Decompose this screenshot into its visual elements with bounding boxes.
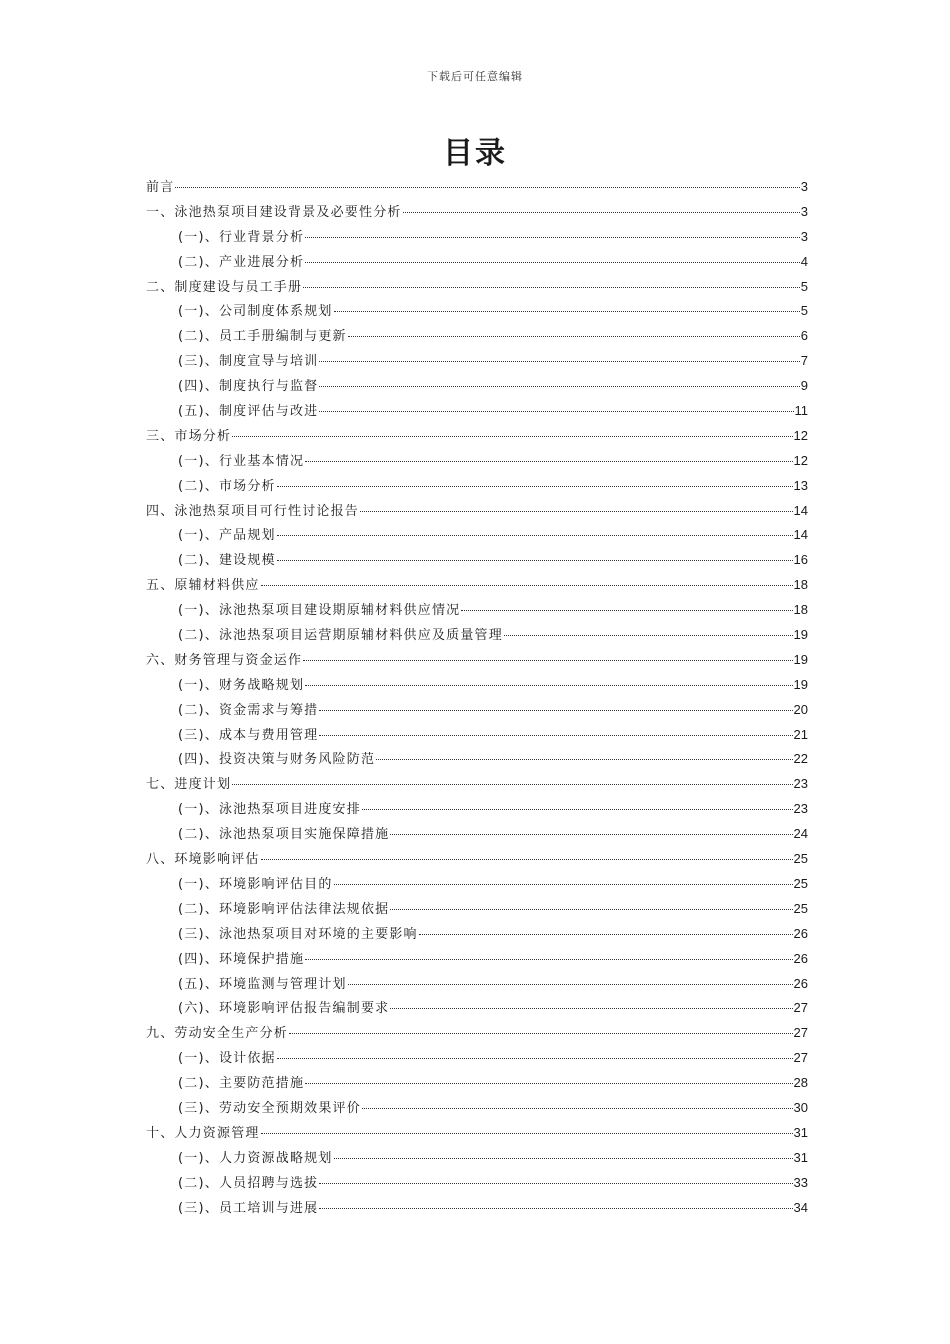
toc-entry[interactable] [146, 400, 808, 425]
toc-entry-title: (四)、环境保护措施 [178, 951, 305, 967]
toc-entry-page: 9 [800, 378, 808, 394]
toc-entry-title: (四)、制度执行与监督 [178, 379, 319, 395]
toc-entry-title: (二)、泳池热泵项目实施保障措施 [178, 827, 390, 843]
toc-dot-leader [319, 386, 799, 387]
toc-dot-leader [261, 1133, 793, 1134]
toc-entry-page: 26 [793, 950, 808, 966]
toc-dot-leader [289, 1033, 793, 1034]
toc-entry[interactable] [146, 574, 808, 599]
toc-entry-title: (三)、成本与费用管理 [178, 727, 319, 743]
header-note: 下载后可任意编辑 [427, 70, 523, 83]
toc-dot-leader [504, 635, 793, 636]
toc-entry-page: 14 [793, 502, 808, 518]
toc-dot-leader [334, 884, 793, 885]
toc-dot-leader [390, 909, 792, 910]
toc-entry[interactable] [146, 674, 808, 699]
toc-entry[interactable] [146, 350, 808, 375]
toc-dot-leader [261, 859, 793, 860]
toc-entry-page: 12 [793, 427, 808, 443]
toc-entry-page: 3 [800, 179, 808, 194]
toc-entry-page: 13 [793, 477, 808, 493]
toc-entry[interactable] [146, 1047, 808, 1072]
toc-dot-leader [319, 1183, 792, 1184]
toc-entry[interactable] [146, 699, 808, 724]
toc-dot-leader [360, 511, 793, 512]
toc-entry-title: (一)、公司制度体系规划 [178, 304, 333, 320]
toc-entry-title: (三)、泳池热泵项目对环境的主要影响 [178, 926, 418, 942]
toc-entry[interactable] [146, 1147, 808, 1172]
toc-entry-title: (一)、行业背景分析 [178, 229, 305, 245]
toc-entry-title: (三)、员工培训与进展 [178, 1200, 319, 1216]
toc-entry-page: 27 [793, 1025, 808, 1041]
toc-entry-title: (二)、人员招聘与选拔 [178, 1175, 319, 1191]
toc-dot-leader [348, 984, 793, 985]
toc-entry-title: (四)、投资决策与财务风险防范 [178, 752, 376, 768]
toc-entry-page: 27 [793, 1000, 808, 1016]
toc-entry[interactable] [146, 549, 808, 574]
toc-dot-leader [362, 1108, 793, 1109]
toc-entry-title: 一、泳池热泵项目建设背景及必要性分析 [146, 204, 402, 220]
toc-entry-title: 前言 [146, 180, 175, 195]
table-of-contents [146, 176, 808, 1221]
toc-entry-title: 八、环境影响评估 [146, 852, 260, 868]
toc-entry[interactable] [146, 276, 808, 301]
toc-dot-leader [403, 212, 800, 213]
toc-entry-page: 22 [793, 751, 808, 767]
toc-entry-page: 19 [793, 676, 808, 692]
toc-dot-leader [319, 361, 799, 362]
toc-entry[interactable] [146, 425, 808, 450]
toc-dot-leader [376, 759, 792, 760]
toc-entry[interactable] [146, 748, 808, 773]
toc-dot-leader [305, 1083, 792, 1084]
toc-entry-page: 3 [800, 203, 808, 219]
toc-entry-page: 28 [793, 1075, 808, 1091]
toc-entry-title: (一)、泳池热泵项目建设期原辅材料供应情况 [178, 603, 461, 619]
toc-entry-page: 14 [793, 527, 808, 543]
toc-dot-leader [362, 809, 793, 810]
toc-entry-page: 7 [800, 353, 808, 369]
toc-entry-title: 九、劳动安全生产分析 [146, 1026, 289, 1042]
toc-dot-leader [303, 287, 800, 288]
toc-entry-page: 16 [793, 552, 808, 568]
toc-entry[interactable] [146, 948, 808, 973]
toc-entry[interactable] [146, 599, 808, 624]
toc-dot-leader [319, 411, 793, 412]
toc-entry-title: (二)、建设规模 [178, 553, 276, 569]
toc-entry[interactable] [146, 923, 808, 948]
toc-dot-leader [334, 1158, 793, 1159]
toc-entry-title: (二)、泳池热泵项目运营期原辅材料供应及质量管理 [178, 628, 503, 644]
toc-entry-page: 18 [793, 602, 808, 618]
toc-entry-page: 21 [793, 726, 808, 742]
toc-entry-title: (二)、资金需求与筹措 [178, 702, 319, 718]
toc-entry[interactable] [146, 1172, 808, 1197]
toc-entry[interactable] [146, 375, 808, 400]
toc-dot-leader [305, 262, 800, 263]
toc-entry[interactable] [146, 724, 808, 749]
toc-entry-title: (一)、设计依据 [178, 1051, 276, 1067]
toc-dot-leader [303, 660, 792, 661]
toc-entry[interactable] [146, 325, 808, 350]
toc-entry[interactable] [146, 1097, 808, 1122]
toc-dot-leader [305, 461, 792, 462]
toc-dot-leader [319, 735, 792, 736]
toc-dot-leader [261, 585, 793, 586]
toc-entry-page: 34 [793, 1199, 808, 1215]
toc-entry-page: 31 [793, 1124, 808, 1140]
toc-dot-leader [461, 610, 792, 611]
toc-dot-leader [390, 1008, 792, 1009]
toc-entry-page: 19 [793, 651, 808, 667]
toc-dot-leader [319, 710, 792, 711]
toc-entry-page: 25 [793, 851, 808, 867]
toc-dot-leader [277, 486, 793, 487]
toc-entry[interactable] [146, 1022, 808, 1047]
toc-entry-page: 26 [793, 925, 808, 941]
toc-entry[interactable] [146, 300, 808, 325]
toc-entry[interactable] [146, 500, 808, 525]
toc-entry[interactable] [146, 798, 808, 823]
toc-entry-title: (三)、劳动安全预期效果评价 [178, 1100, 361, 1116]
toc-entry-title: (一)、行业基本情况 [178, 453, 305, 469]
toc-entry-page: 31 [793, 1149, 808, 1165]
toc-entry-page: 6 [800, 328, 808, 344]
toc-entry[interactable] [146, 201, 808, 226]
toc-entry-page: 5 [800, 303, 808, 319]
toc-entry-title: (五)、制度评估与改进 [178, 404, 319, 420]
toc-entry[interactable] [146, 649, 808, 674]
toc-entry-title: (二)、环境影响评估法律法规依据 [178, 901, 390, 917]
toc-entry-page: 3 [800, 228, 808, 244]
toc-entry[interactable] [146, 624, 808, 649]
toc-entry-page: 23 [793, 776, 808, 792]
toc-entry-page: 12 [793, 452, 808, 468]
toc-entry-title: (二)、员工手册编制与更新 [178, 329, 347, 345]
toc-entry-page: 24 [793, 826, 808, 842]
toc-entry[interactable] [146, 176, 808, 201]
toc-entry-title: 五、原辅材料供应 [146, 578, 260, 594]
toc-dot-leader [277, 560, 793, 561]
toc-entry[interactable] [146, 450, 808, 475]
toc-entry-page: 33 [793, 1174, 808, 1190]
toc-dot-leader [334, 311, 800, 312]
toc-entry-page: 23 [793, 801, 808, 817]
toc-entry[interactable] [146, 873, 808, 898]
toc-entry[interactable] [146, 251, 808, 276]
toc-entry-page: 20 [793, 701, 808, 717]
page-title: 目录 [443, 136, 507, 171]
toc-dot-leader [277, 1058, 793, 1059]
toc-entry-title: (一)、财务战略规划 [178, 677, 305, 693]
toc-entry-title: (五)、环境监测与管理计划 [178, 976, 347, 992]
toc-entry[interactable] [146, 475, 808, 500]
toc-entry-page: 5 [800, 278, 808, 294]
toc-entry-title: (二)、主要防范措施 [178, 1076, 305, 1092]
toc-dot-leader [419, 934, 793, 935]
toc-entry-title: (一)、产品规划 [178, 528, 276, 544]
toc-dot-leader [175, 187, 799, 188]
toc-entry[interactable] [146, 1072, 808, 1097]
toc-entry[interactable] [146, 848, 808, 873]
toc-entry[interactable] [146, 1197, 808, 1222]
toc-entry[interactable] [146, 226, 808, 251]
toc-entry[interactable] [146, 1122, 808, 1147]
toc-entry-title: (一)、泳池热泵项目进度安排 [178, 802, 361, 818]
toc-dot-leader [232, 436, 792, 437]
toc-entry-title: (六)、环境影响评估报告编制要求 [178, 1001, 390, 1017]
toc-entry-title: (二)、市场分析 [178, 478, 276, 494]
toc-entry-page: 18 [793, 577, 808, 593]
toc-entry[interactable] [146, 773, 808, 798]
toc-dot-leader [348, 336, 800, 337]
toc-entry-page: 27 [793, 1050, 808, 1066]
toc-entry[interactable] [146, 823, 808, 848]
toc-entry[interactable] [146, 524, 808, 549]
toc-entry-title: (三)、制度宣导与培训 [178, 354, 319, 370]
toc-dot-leader [305, 959, 792, 960]
toc-entry-page: 19 [793, 627, 808, 643]
toc-entry-page: 4 [800, 253, 808, 269]
toc-entry-page: 11 [794, 403, 808, 419]
toc-dot-leader [232, 784, 792, 785]
toc-entry-title: 十、人力资源管理 [146, 1125, 260, 1141]
toc-dot-leader [390, 834, 792, 835]
toc-dot-leader [305, 685, 792, 686]
toc-entry-title: (一)、环境影响评估目的 [178, 876, 333, 892]
toc-entry-page: 25 [793, 875, 808, 891]
toc-dot-leader [319, 1208, 792, 1209]
toc-dot-leader [277, 535, 793, 536]
toc-entry[interactable] [146, 898, 808, 923]
toc-entry-title: 二、制度建设与员工手册 [146, 279, 303, 295]
toc-entry-title: 七、进度计划 [146, 777, 232, 793]
toc-entry-title: 六、财务管理与资金运作 [146, 652, 303, 668]
toc-entry[interactable] [146, 973, 808, 998]
toc-entry-title: (二)、产业进展分析 [178, 254, 305, 270]
toc-entry-page: 30 [793, 1099, 808, 1115]
toc-entry-title: 三、市场分析 [146, 428, 232, 444]
toc-entry-title: 四、泳池热泵项目可行性讨论报告 [146, 503, 360, 519]
toc-entry[interactable] [146, 997, 808, 1022]
toc-entry-page: 26 [793, 975, 808, 991]
toc-entry-page: 25 [793, 900, 808, 916]
toc-entry-title: (一)、人力资源战略规划 [178, 1150, 333, 1166]
toc-dot-leader [305, 237, 800, 238]
